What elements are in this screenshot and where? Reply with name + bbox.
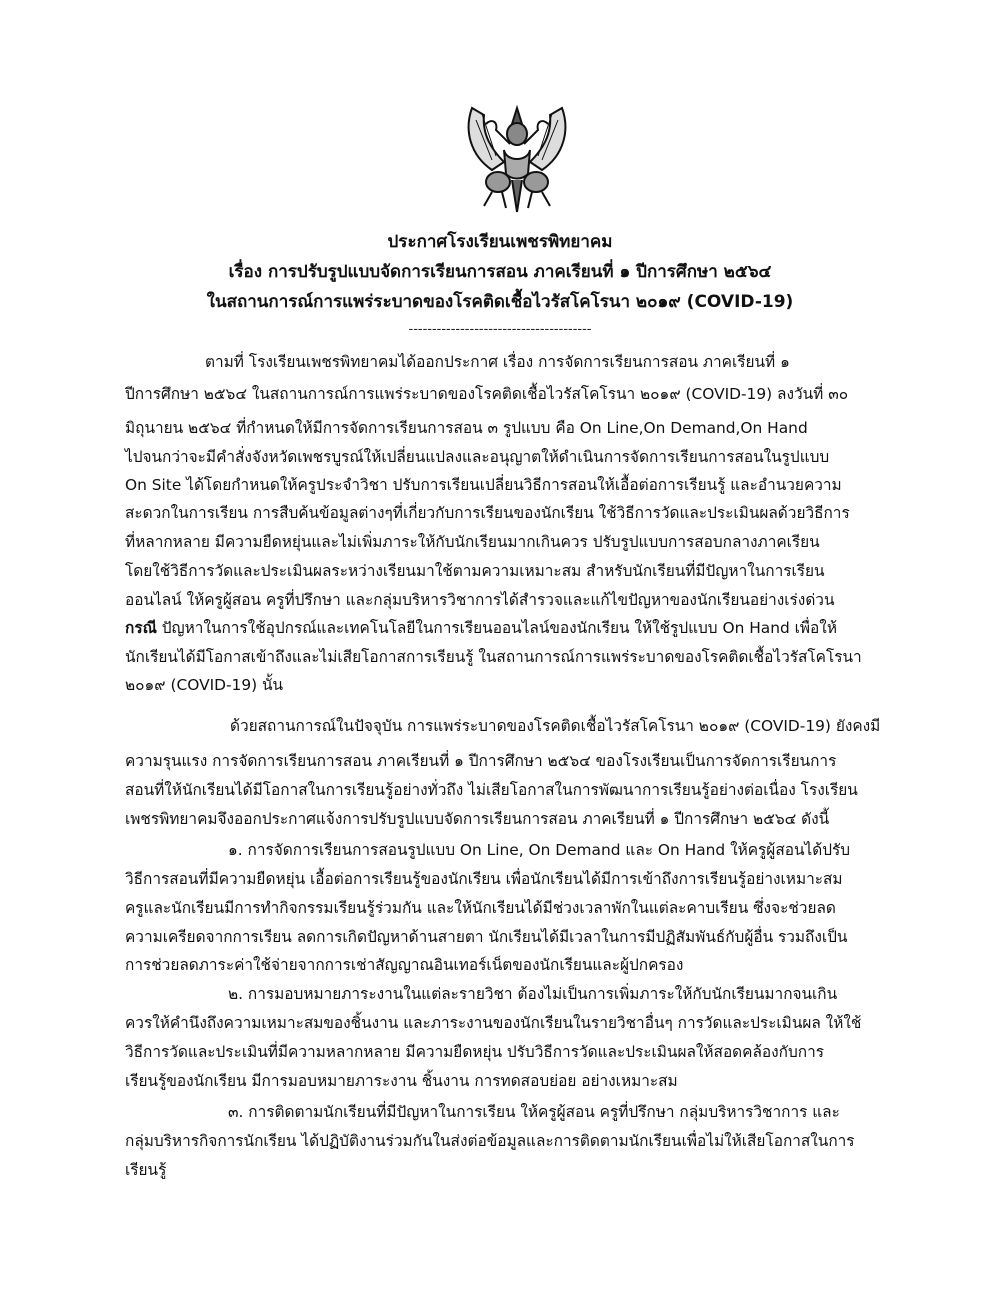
item-1-line-2: วิธีการสอนที่มีความยืดหยุ่น เอื้อต่อการเรียนรู้ของนักเรียน เพื่อนักเรียนได้มีการเข้าถึงการเรียนรู้อย่างเหมาะสม: [125, 870, 843, 888]
item-1-line-5: การช่วยลดภาระค่าใช้จ่ายจากการเช่าสัญญาณอินเทอร์เน็ตของนักเรียนและผู้ปกครอง: [125, 956, 684, 974]
paragraph-1-line-10-text: ปัญหาในการใช้อุปกรณ์และเทคโนโลยีในการเรียนออนไลน์ของนักเรียน ให้ใช้รูปแบบ On Hand เพื่อให้: [156, 619, 837, 637]
paragraph-1-line-3: มิถุนายน ๒๕๖๔ ที่กำหนดให้มีการจัดการเรียนการสอน ๓ รูปแบบ คือ On Line,On Demand,On Hand: [125, 419, 808, 437]
announcement-context: ในสถานการณ์การแพร่ระบาดของโรคติดเชื้อไวรัสโคโรนา ๒๐๑๙ (COVID-19): [206, 292, 794, 312]
paragraph-2-line-3: สอนที่ให้นักเรียนได้มีโอกาสในการเรียนรู้อย่างทั่วถึง ไม่เสียโอกาสในการพัฒนาการเรียนรู้อย่างต่อเนื่อง โรงเรียน: [125, 781, 858, 799]
paragraph-2-line-4: เพชรพิทยาคมจึงออกประกาศแจ้งการปรับรูปแบบจัดการเรียนการสอน ภาคเรียนที่ ๑ ปีการศึกษา ๒๕๖๔ ดังนี้: [125, 810, 830, 828]
paragraph-1-line-5: On Site ได้โดยกำหนดให้ครูประจำวิชา ปรับการเรียนเปลี่ยนวิธีการสอนให้เอื้อต่อการเรียนรู้ และอำนวยความ: [125, 476, 842, 494]
garuda-emblem-icon: [462, 100, 572, 220]
paragraph-1-line-7: ที่หลากหลาย มีความยืดหยุ่นและไม่เพิ่มภาระให้กับนักเรียนมากเกินควร ปรับรูปแบบการสอบกลางภาคเรียน: [125, 533, 820, 551]
bold-keyword: กรณี: [125, 619, 157, 637]
item-2-line-3: วิธีการวัดและประเมินที่มีความหลากหลาย มีความยืดหยุ่น ปรับวิธีการวัดและประเมินผลให้สอดคล้องกับการ: [125, 1043, 824, 1061]
paragraph-2-line-2: ความรุนแรง การจัดการเรียนการสอน ภาคเรียนที่ ๑ ปีการศึกษา ๒๕๖๔ ของโรงเรียนเป็นการจัดการเรียนการ: [125, 752, 837, 770]
paragraph-1-line-1: ตามที่ โรงเรียนเพชรพิทยาคมได้ออกประกาศ เรื่อง การจัดการเรียนการสอน ภาคเรียนที่ ๑: [205, 353, 790, 371]
paragraph-1-line-10: [125, 618, 837, 638]
paragraph-1-line-11: นักเรียนได้มีโอกาสเข้าถึงและไม่เสียโอกาสการเรียนรู้ ในสถานการณ์การแพร่ระบาดของโรคติดเชื้อไวรัสโคโรนา: [125, 648, 862, 666]
paragraph-1-line-2: ปีการศึกษา ๒๕๖๔ ในสถานการณ์การแพร่ระบาดของโรคติดเชื้อไวรัสโคโรนา ๒๐๑๙ (COVID-19) ลงวันที่ ๓๐: [125, 385, 849, 403]
item-3-line-3: เรียนรู้: [125, 1161, 167, 1179]
paragraph-1-line-9: ออนไลน์ ให้ครูผู้สอน ครูที่ปรึกษา และกลุ่มบริหารวิชาการได้สำรวจและแก้ไขปัญหาของนักเรียนอย่างเร่งด่วน: [125, 591, 835, 609]
item-2-line-1: ๒. การมอบหมายภาระงานในแต่ละรายวิชา ต้องไม่เป็นการเพิ่มภาระให้กับนักเรียนมากจนเกิน: [228, 985, 838, 1003]
paragraph-1-line-6: สะดวกในการเรียน การสืบค้นข้อมูลต่างๆที่เกี่ยวกับการเรียนของนักเรียน ใช้วิธีการวัดและประเมินผลด้วยวิธีการ: [125, 504, 850, 522]
item-3-line-2: กลุ่มบริหารกิจการนักเรียน ได้ปฏิบัติงานร่วมกันในส่งต่อข้อมูลและการติดตามนักเรียนเพื่อไม่ให้เสียโอกาสในการ: [125, 1132, 855, 1150]
paragraph-1-line-8: โดยใช้วิธีการวัดและประเมินผลระหว่างเรียนมาใช้ตามความเหมาะสม สำหรับนักเรียนที่มีปัญหาในการเรียน: [125, 562, 825, 580]
item-2-line-4: เรียนรู้ของนักเรียน มีการมอบหมายภาระงาน ชิ้นงาน การทดสอบย่อย อย่างเหมาะสม: [125, 1072, 678, 1090]
paragraph-1-line-12: ๒๐๑๙ (COVID-19) นั้น: [125, 676, 284, 694]
announcement-title: ประกาศโรงเรียนเพชรพิทยาคม: [387, 232, 613, 252]
paragraph-2-line-1: ด้วยสถานการณ์ในปัจจุบัน การแพร่ระบาดของโรคติดเชื้อไวรัสโคโรนา ๒๐๑๙ (COVID-19) ยังคงมี: [230, 717, 881, 735]
item-2-line-2: ควรให้คำนึงถึงความเหมาะสมของชิ้นงาน และภาระงานของนักเรียนในรายวิชาอื่นๆ การวัดและประเมินผล ให้ใช้: [125, 1014, 862, 1032]
announcement-subject: เรื่อง การปรับรูปแบบจัดการเรียนการสอน ภาคเรียนที่ ๑ ปีการศึกษา ๒๕๖๔: [228, 262, 772, 282]
paragraph-1-line-4: ไปจนกว่าจะมีคำสั่งจังหวัดเพชรบูรณ์ให้เปลี่ยนแปลงและอนุญาตให้ดำเนินการจัดการเรียนการสอนในรูปแบบ: [125, 448, 830, 466]
item-1-line-4: ความเครียดจากการเรียน ลดการเกิดปัญหาด้านสายตา นักเรียนได้มีเวลาในการมีปฏิสัมพันธ์กับผู้อื่น รวมถึงเป็น: [125, 928, 848, 946]
divider-line: ---------------------------------------: [408, 322, 592, 337]
item-1-line-1: ๑. การจัดการเรียนการสอนรูปแบบ On Line, On Demand และ On Hand ให้ครูผู้สอนได้ปรับ: [228, 841, 851, 859]
item-1-line-3: ครูและนักเรียนมีการทำกิจกรรมเรียนรู้ร่วมกัน และให้นักเรียนได้มีช่วงเวลาพักในแต่ละคาบเรียน ซึ่งจะช่วยลด: [125, 899, 836, 917]
item-3-line-1: ๓. การติดตามนักเรียนที่มีปัญหาในการเรียน ให้ครูผู้สอน ครูที่ปรึกษา กลุ่มบริหารวิชาการ และ: [228, 1103, 840, 1121]
